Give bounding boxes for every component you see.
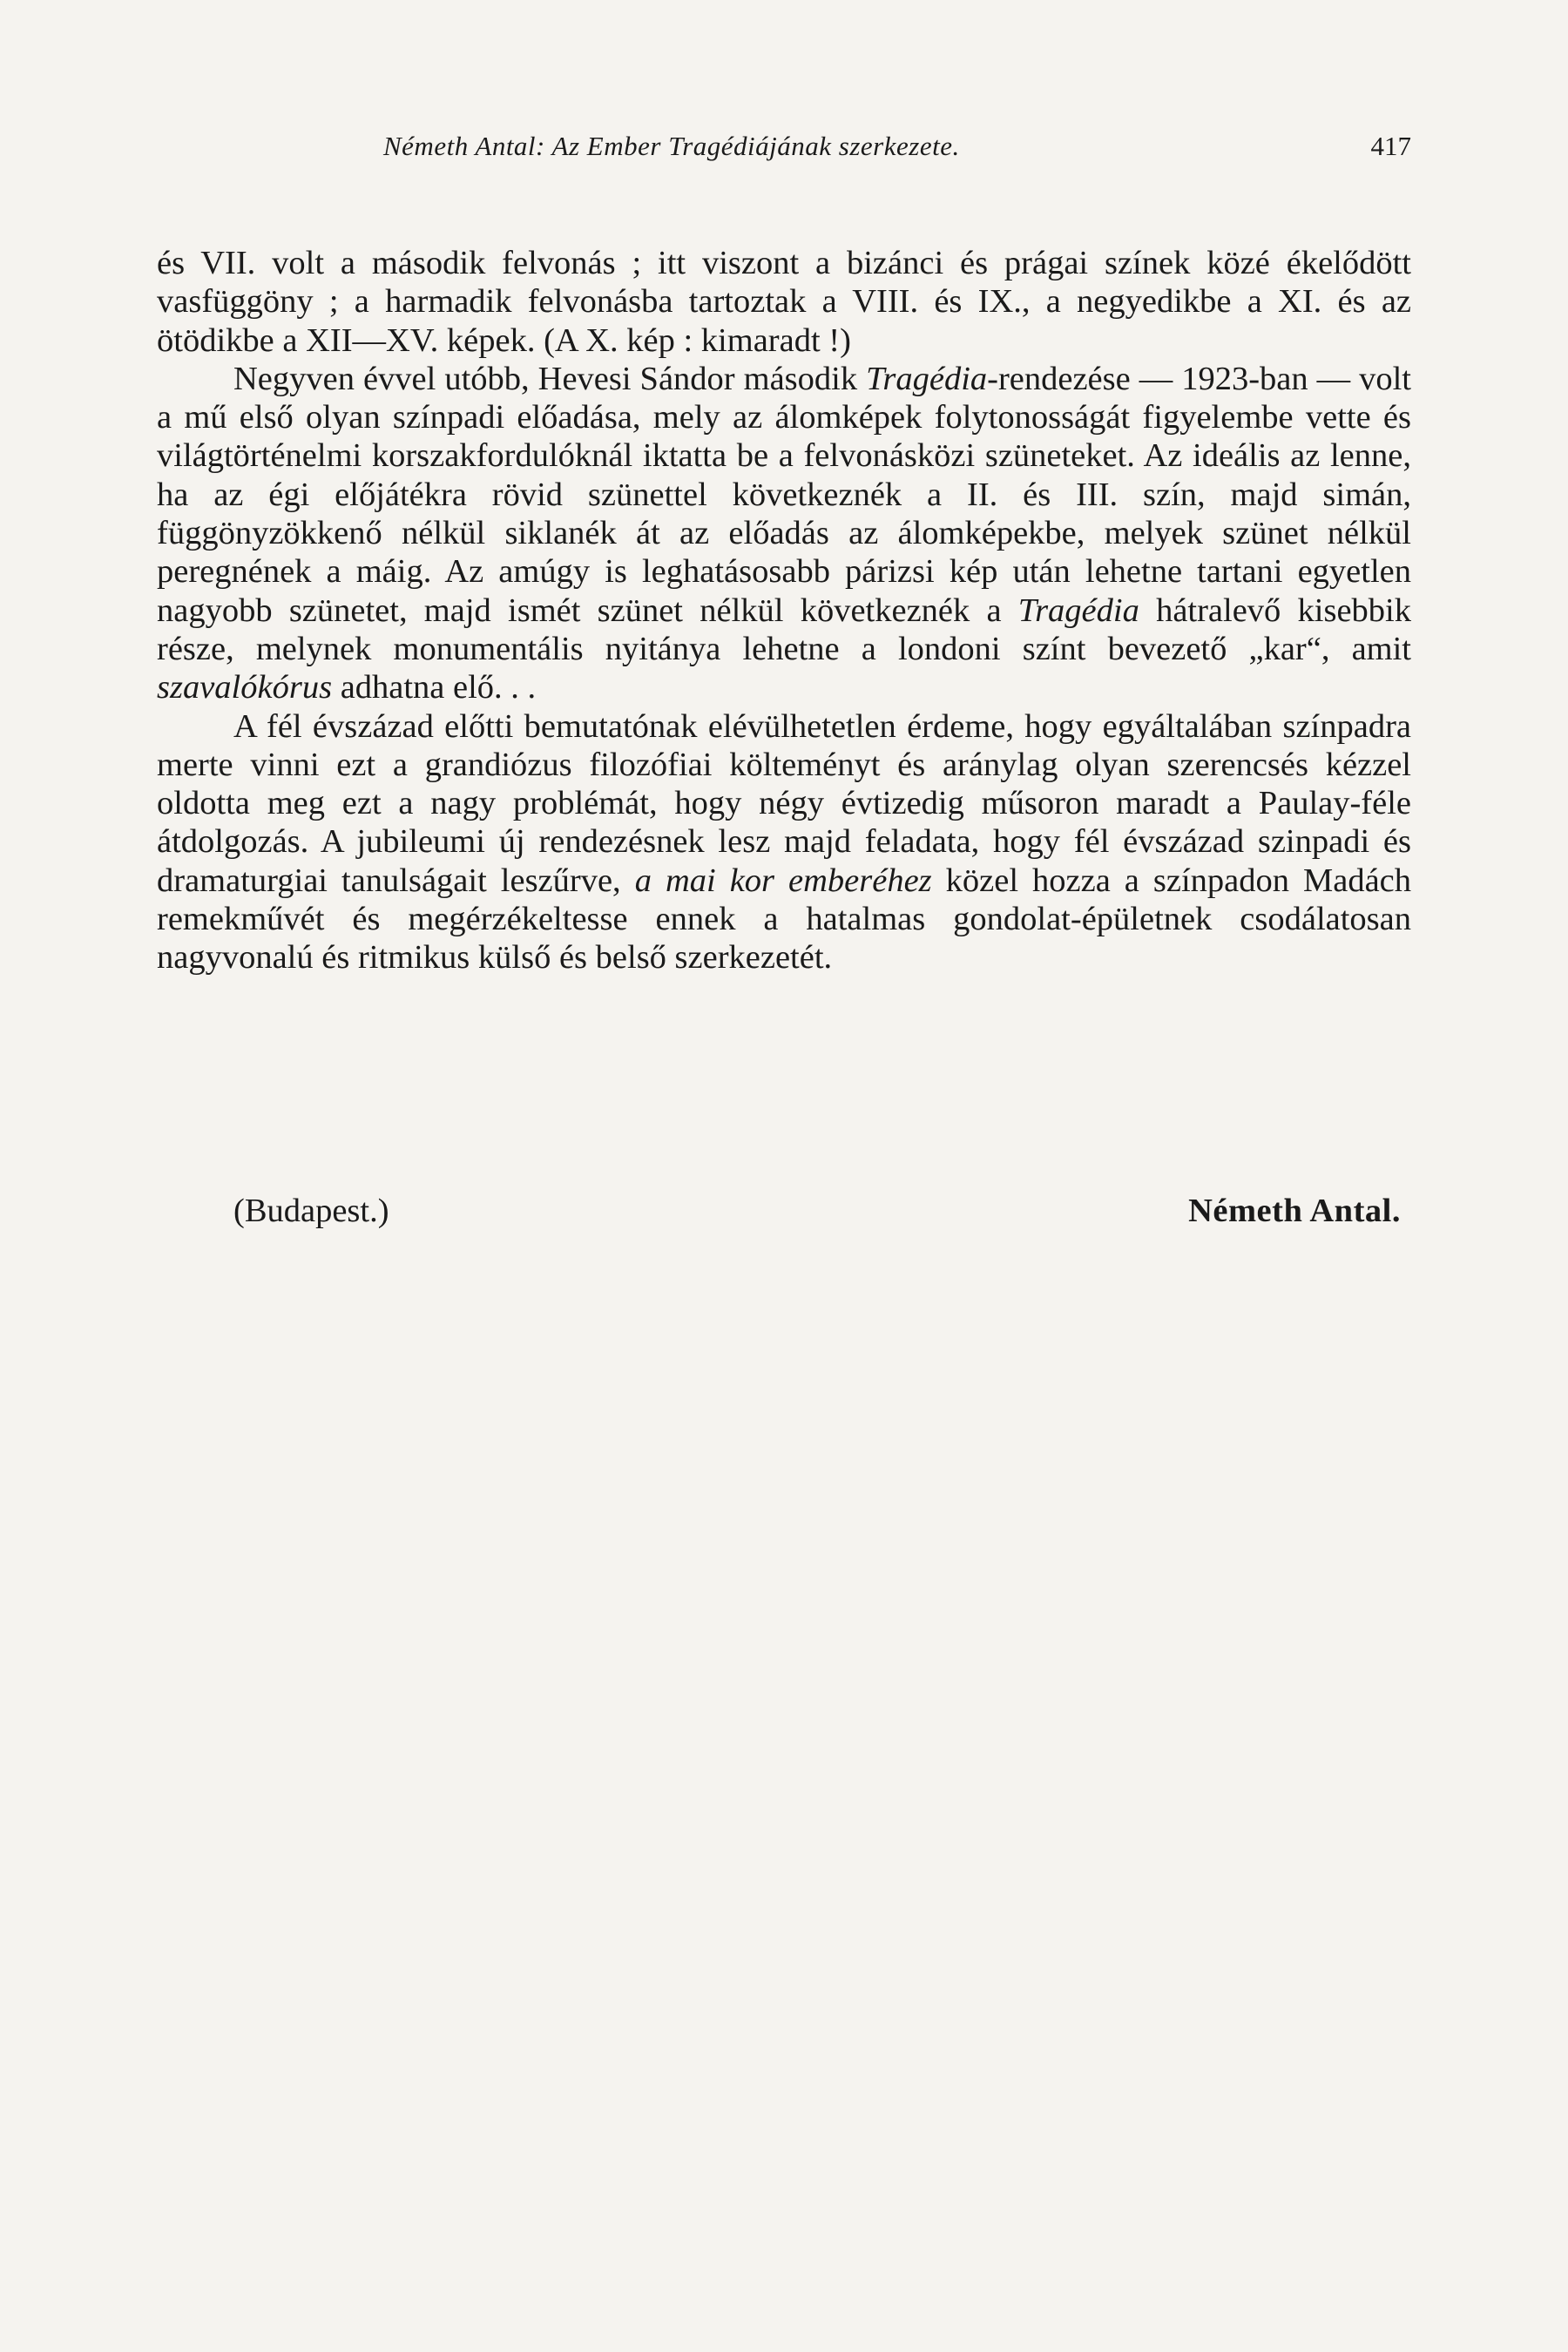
paragraph-1 — [157, 244, 1411, 360]
page-number: 417 — [1370, 131, 1411, 161]
signature-place: (Budapest.) — [233, 1193, 389, 1229]
italic-tragedia-2: Tragédia — [1017, 591, 1139, 629]
paragraph-3 — [157, 707, 1411, 977]
paragraph-2-text-a: Negyven évvel utóbb, Hevesi Sándor második — [233, 360, 867, 397]
italic-szavalokorus: szavalókórus — [157, 669, 333, 706]
italic-tragedia: Tragédia — [866, 360, 988, 397]
paragraph-2-text-b: -rendezése — 1923-ban — volt a mű első olyan színpadi előadása, mely az álomképek folytonosságát figyelembe vette és világtörténelmi korszakfordulóknál iktatta be a felvonásközi szüneteket. Az ideális az lenne, ha az égi előjátékra rövid szünettel következnék a II. és III. szín, majd simán, függönyzökkenő nélkül siklanék át az előadás az álomképekbe, melyek szünet nélkül peregnének a máig. Az amúgy is leghatásosabb párizsi kép után lehetne tartani egyetlen nagyobb szünetet, majd ismét szünet nélkül következnék a — [157, 360, 1411, 629]
paragraph-3-text-b: közel hozza a színpadon Madách remekművét és megérzékeltesse ennek a hatalmas gondolat-épületnek csodálatosan nagyvonalú és ritmikus külső és belső szerkezetét. — [157, 862, 1412, 977]
body-text — [157, 244, 1411, 977]
signature-author: Németh Antal. — [1188, 1193, 1401, 1229]
paragraph-1-text: és VII. volt a második felvonás ; itt viszont a bizánci és prágai színek közé ékelődött vasfüggöny ; a harmadik felvonásba tartoztak a VIII. és IX., a negyedikbe a XI. és az ötödikbe a XII—XV. képek. (A X. kép : kimaradt !) — [157, 245, 1411, 359]
italic-mai-kor: a mai kor emberéhez — [634, 862, 932, 899]
paragraph-2-text-c: hátralevő kisebbik része, melynek monumentális nyitánya lehetne a londoni színt bevezető „kar“, amit — [157, 591, 1411, 667]
paragraph-2 — [157, 360, 1411, 707]
paragraph-3-text-a: A fél évszázad előtti bemutatónak elévülhetetlen érdeme, hogy egyáltalában színpadra merte vinni ezt a grandiózus filozófiai költeményt és aránylag olyan szerencsés kézzel oldotta meg ezt a nagy problémát, hogy négy évtizedig műsoron maradt a Paulay-féle átdolgozás. A jubileumi új rendezésnek lesz majd feladata, hogy fél évszázad szinpadi és dramaturgiai tanulságait leszűrve, — [157, 707, 1411, 899]
running-title: Németh Antal: Az Ember Tragédiájának szerkezete. — [383, 131, 960, 161]
running-head — [157, 131, 1411, 174]
paragraph-2-text-d: adhatna elő. . . — [332, 669, 537, 706]
